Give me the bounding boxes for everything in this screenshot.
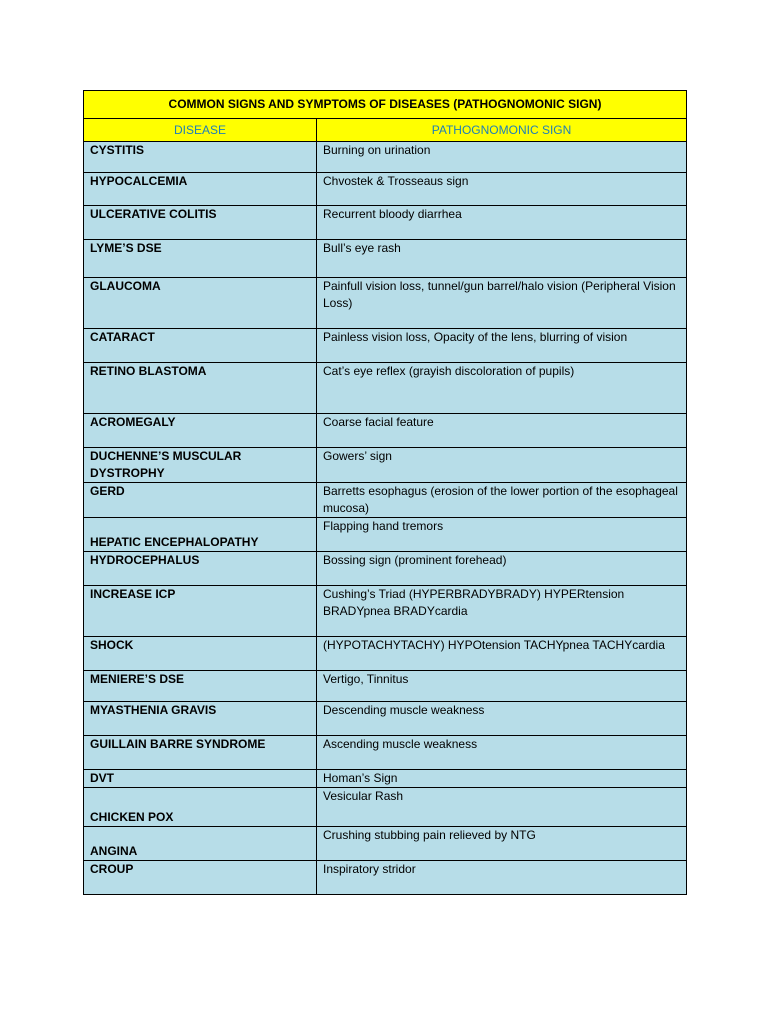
table-title: COMMON SIGNS AND SYMPTOMS OF DISEASES (PATHOGNOMONIC SIGN) bbox=[84, 91, 687, 119]
disease-cell bbox=[84, 518, 317, 552]
disease-cell bbox=[84, 788, 317, 827]
disease-cell: MYASTHENIA GRAVIS bbox=[84, 702, 317, 736]
disease-cell: HYPOCALCEMIA bbox=[84, 173, 317, 206]
table-row bbox=[84, 861, 687, 895]
table-row bbox=[84, 827, 687, 861]
table-row bbox=[84, 363, 687, 414]
disease-cell: CROUP bbox=[84, 861, 317, 895]
pathognomonic-sign-table bbox=[83, 90, 687, 895]
disease-cell: GUILLAIN BARRE SYNDROME bbox=[84, 736, 317, 770]
sign-cell: Descending muscle weakness bbox=[317, 702, 687, 736]
disease-cell: CATARACT bbox=[84, 329, 317, 363]
disease-cell: RETINO BLASTOMA bbox=[84, 363, 317, 414]
sign-cell: Bull’s eye rash bbox=[317, 240, 687, 278]
table-row bbox=[84, 448, 687, 483]
table-row bbox=[84, 414, 687, 448]
table-row bbox=[84, 483, 687, 518]
disease-column-header: DISEASE bbox=[84, 119, 317, 142]
sign-cell: Inspiratory stridor bbox=[317, 861, 687, 895]
sign-cell: Burning on urination bbox=[317, 142, 687, 173]
sign-cell: Crushing stubbing pain relieved by NTG bbox=[317, 827, 687, 861]
table-row bbox=[84, 329, 687, 363]
disease-cell: ACROMEGALY bbox=[84, 414, 317, 448]
sign-cell: Coarse facial feature bbox=[317, 414, 687, 448]
table-row bbox=[84, 788, 687, 827]
table-row bbox=[84, 736, 687, 770]
disease-cell: GLAUCOMA bbox=[84, 278, 317, 329]
disease-cell: CYSTITIS bbox=[84, 142, 317, 173]
sign-cell: Barretts esophagus (erosion of the lower portion of the esophageal mucosa) bbox=[317, 483, 687, 518]
sign-cell: Gowers’ sign bbox=[317, 448, 687, 483]
disease-cell: INCREASE ICP bbox=[84, 586, 317, 637]
disease-cell: ULCERATIVE COLITIS bbox=[84, 206, 317, 240]
sign-cell: Vesicular Rash bbox=[317, 788, 687, 827]
sign-cell: Painless vision loss, Opacity of the lens, blurring of vision bbox=[317, 329, 687, 363]
sign-cell: Painfull vision loss, tunnel/gun barrel/halo vision (Peripheral Vision Loss) bbox=[317, 278, 687, 329]
table-row bbox=[84, 142, 687, 173]
sign-cell: Cushing’s Triad (HYPERBRADYBRADY) HYPERtension BRADYpnea BRADYcardia bbox=[317, 586, 687, 637]
disease-cell: MENIERE’S DSE bbox=[84, 671, 317, 702]
sign-cell: Recurrent bloody diarrhea bbox=[317, 206, 687, 240]
disease-label: CHICKEN POX bbox=[90, 810, 174, 824]
table-row bbox=[84, 240, 687, 278]
sign-cell: Cat’s eye reflex (grayish discoloration of pupils) bbox=[317, 363, 687, 414]
table-row bbox=[84, 770, 687, 788]
sign-column-header: PATHOGNOMONIC SIGN bbox=[317, 119, 687, 142]
table-row bbox=[84, 702, 687, 736]
disease-cell: GERD bbox=[84, 483, 317, 518]
disease-cell: DUCHENNE’S MUSCULAR DYSTROPHY bbox=[84, 448, 317, 483]
table-row bbox=[84, 173, 687, 206]
disease-cell: HYDROCEPHALUS bbox=[84, 552, 317, 586]
disease-cell: SHOCK bbox=[84, 637, 317, 671]
sign-cell: (HYPOTACHYTACHY) HYPOtension TACHYpnea TACHYcardia bbox=[317, 637, 687, 671]
table-row bbox=[84, 586, 687, 637]
disease-label: HEPATIC ENCEPHALOPATHY bbox=[90, 535, 259, 549]
sign-cell: Bossing sign (prominent forehead) bbox=[317, 552, 687, 586]
sign-cell: Vertigo, Tinnitus bbox=[317, 671, 687, 702]
sign-cell: Flapping hand tremors bbox=[317, 518, 687, 552]
column-header-row bbox=[84, 119, 687, 142]
disease-cell: DVT bbox=[84, 770, 317, 788]
disease-label: ANGINA bbox=[90, 844, 138, 858]
table-row bbox=[84, 552, 687, 586]
table-row bbox=[84, 671, 687, 702]
title-row bbox=[84, 91, 687, 119]
table-row bbox=[84, 518, 687, 552]
table-row bbox=[84, 637, 687, 671]
disease-cell: LYME’S DSE bbox=[84, 240, 317, 278]
sign-cell: Ascending muscle weakness bbox=[317, 736, 687, 770]
disease-cell bbox=[84, 827, 317, 861]
sign-cell: Homan’s Sign bbox=[317, 770, 687, 788]
sign-cell: Chvostek & Trosseaus sign bbox=[317, 173, 687, 206]
table-row bbox=[84, 206, 687, 240]
table-row bbox=[84, 278, 687, 329]
